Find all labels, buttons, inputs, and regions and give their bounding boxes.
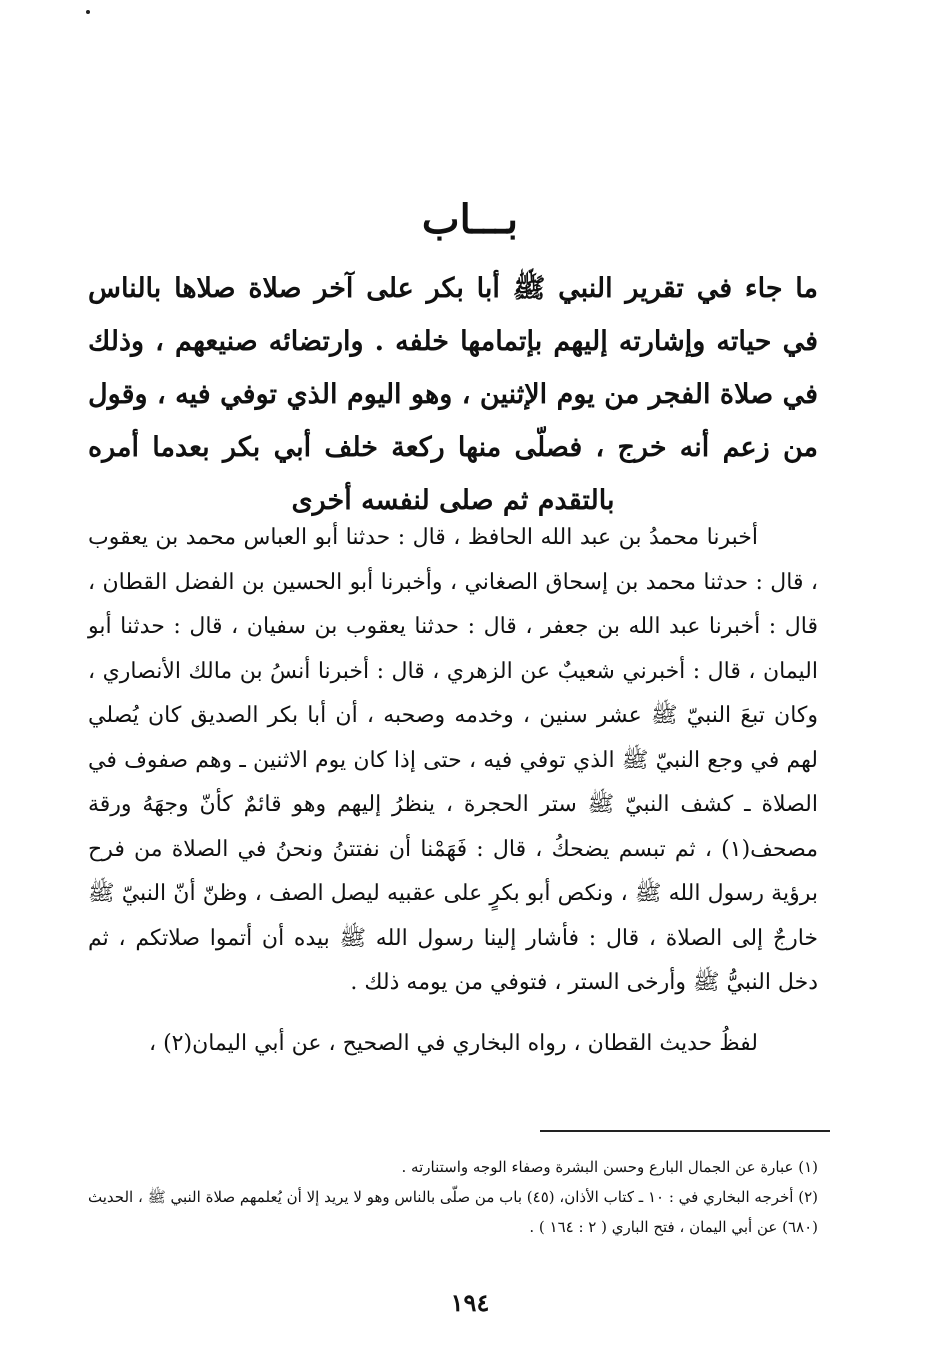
- hadith-paragraph: أخبرنا محمدُ بن عبد الله الحافظ ، قال : حدثنا أبو العباس محمد بن يعقوب ، قال : حدثنا محمد بن إسحاق الصغاني ، وأخبرنا أبو الحسين بن الفضل القطان ، قال : أخبرنا عبد الله بن جعفر ، قال : حدثنا يعقوب بن سفيان ، قال : حدثنا أبو اليمان ، قال : أخبرني شعيبٌ عن الزهري ، قال : أخبرنا أنسُ بن مالك الأنصاري ، وكان تبعَ النبيّ ﷺ عشر سنين ، وخدمه وصحبه ، أن أبا بكر الصديق كان يُصلي لهم في وجع النبيّ ﷺ الذي توفي فيه ، حتى إذا كان يوم الاثنين ـ وهم صفوف في الصلاة ـ كشف النبيّ ﷺ ستر الحجرة ، ينظرُ إليهم وهو قائمٌ كأنّ وجهَهُ ورقة مصحف(١) ، ثم تبسم يضحكُ ، قال : فَهَمْنا أن نفتتنُ ونحنُ في الصلاة من فرح برؤية رسول الله ﷺ ، ونكص أبو بكرٍ على عقبيه ليصل الصف ، وظنّ أنّ النبيّ ﷺ خارجٌ إلى الصلاة ، قال : فأشار إلينا رسول الله ﷺ بيده أن أتموا صلاتكم ، ثم دخل النبيُّ ﷺ وأرخى الستر ، فتوفي من يومه ذلك .: [88, 525, 818, 995]
- attribution-paragraph: لفظُ حديث القطان ، رواه البخاري في الصحيح ، عن أبي اليمان(٢) ،: [148, 1030, 758, 1056]
- page-number: ١٩٤: [450, 1288, 490, 1317]
- footnote-2: (٢) أخرجه البخاري في : ١٠ ـ كتاب الأذان، (٤٥) باب من صلّى بالناس وهو لا يريد إلا أن يُعلمهم صلاة النبي ﷺ ، الحديث (٦٨٠) عن أبي اليمان ، فتح الباري ( ٢ : ١٦٤ ) .: [88, 1188, 819, 1236]
- footnotes: [88, 1152, 818, 1242]
- page-speck: [86, 10, 90, 14]
- main-text: [88, 516, 818, 1066]
- footnote-divider: [540, 1130, 830, 1132]
- chapter-title: ما جاء في تقرير النبي ﷺ أبا بكر على آخر صلاة صلاها بالناس في حياته وإشارته إليهم بإتمامها خلفه . وارتضائه صنيعهم ، وذلك في صلاة الفجر من يوم الإثنين ، وهو اليوم الذي توفي فيه ، وقول من زعم أنه خرج ، فصلّى منها ركعة خلف أبي بكر بعدما أمره بالتقدم ثم صلى لنفسه أخرى: [88, 273, 818, 516]
- footnote-1: (١) عبارة عن الجمال البارع وحسن البشرة وصفاء الوجه واستنارته .: [401, 1158, 818, 1176]
- chapter-heading: بـــاب: [421, 196, 519, 243]
